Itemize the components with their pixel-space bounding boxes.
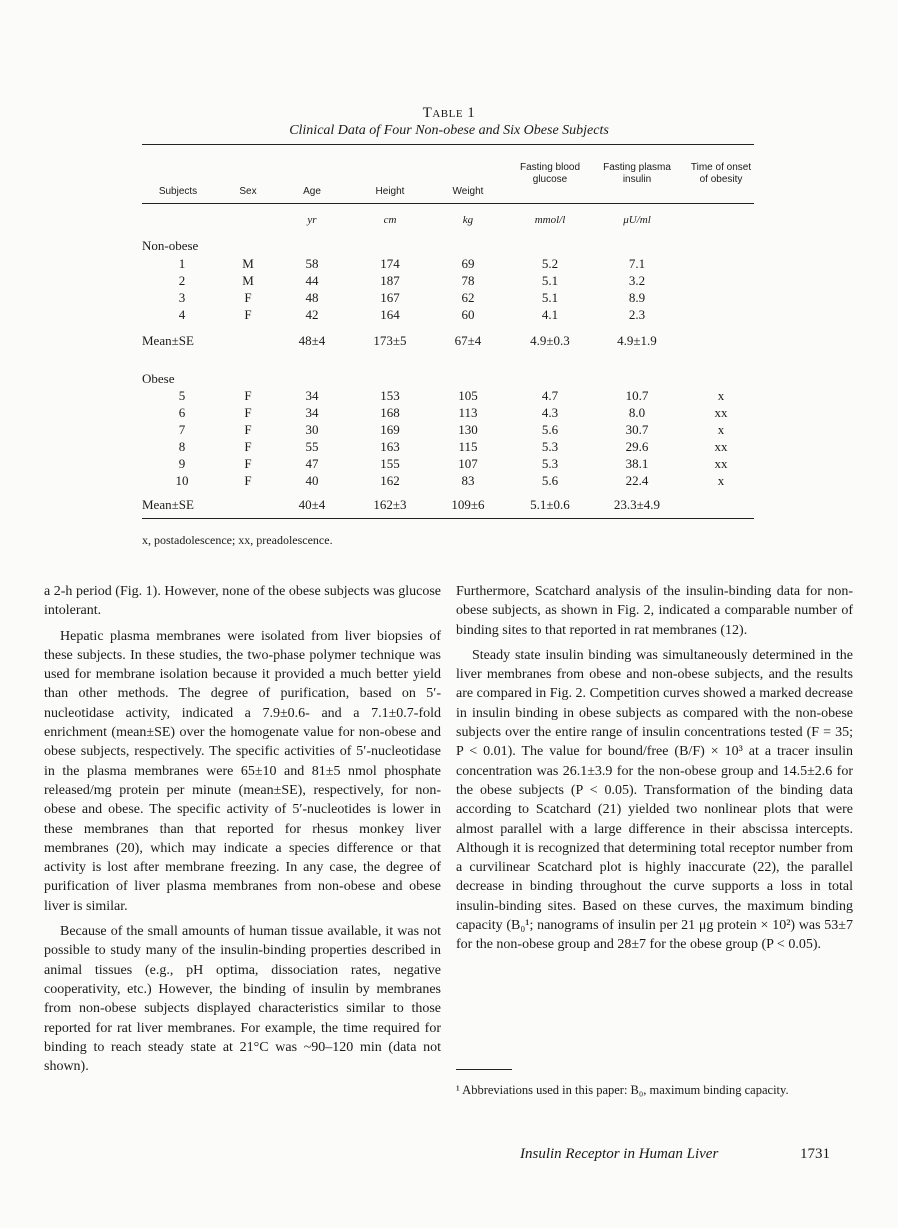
table-cell: 62 — [461, 290, 475, 305]
table-cell: 44 — [305, 273, 319, 288]
table-cell: x — [717, 473, 725, 488]
table-cell: 40 — [305, 473, 319, 488]
table-cell: 168 — [380, 405, 400, 420]
table-cell: 130 — [458, 422, 478, 437]
table-cell: 47 — [305, 456, 319, 471]
table-label: Table 1 — [422, 105, 476, 121]
table-cell: 163 — [380, 439, 400, 454]
table-cell: 83 — [461, 473, 475, 488]
paragraph: a 2-h period (Fig. 1). However, none of the obese subjects was glucose intolerant. — [44, 584, 441, 619]
table-cell: 5.1 — [541, 273, 559, 288]
table-cell: F — [244, 473, 252, 488]
table-cell: 2.3 — [628, 307, 646, 322]
table-cell: 5.3 — [541, 456, 559, 471]
table-cell: 30.7 — [625, 422, 649, 437]
row-label: 4 — [178, 307, 186, 322]
table-cell: 107 — [458, 456, 478, 471]
table-cell: 109±6 — [451, 497, 485, 512]
row-label: 2 — [178, 273, 186, 288]
paragraph: Furthermore, Scatchard analysis of the insulin-binding data for non-obese subjects, as shown in Fig. 2, indicated a comparable number of binding sites to that reported in rat membranes (12). — [456, 584, 853, 638]
table-cell: 164 — [380, 307, 400, 322]
table-caption — [0, 104, 898, 139]
table-cell: 30 — [305, 422, 319, 437]
paragraph: Because of the small amounts of human tissue available, it was not possible to study many of the insulin-binding properties described in animal tissues (e.g., pH optima, dissociation rates, negative cooperativity, etc.) However, the binding of insulin by membranes from non-obese subjects displayed characteristics similar to those reported for rat liver membranes. For example, the time required for binding to reach steady state at 21°C was ~90–120 min (data not shown). — [44, 924, 441, 1075]
table-cell: x — [717, 422, 725, 437]
table-cell: 174 — [380, 256, 400, 271]
row-label: 3 — [178, 290, 186, 305]
table-cell: 153 — [380, 388, 400, 403]
table-cell: 38.1 — [625, 456, 649, 471]
table-cell: 34 — [305, 388, 319, 403]
column-header: Fasting plasma insulin — [603, 162, 671, 185]
table-cell: 155 — [380, 456, 400, 471]
table-cell: 48 — [305, 290, 319, 305]
column-header: Height — [375, 186, 405, 197]
left-text-column — [44, 582, 441, 1082]
table-cell: 23.3±4.9 — [613, 497, 661, 512]
row-label: 1 — [178, 256, 186, 271]
row-label: 8 — [178, 439, 186, 454]
table-cell: 4.9±0.3 — [530, 333, 570, 348]
table-cell: 113 — [458, 405, 478, 420]
table-cell: 4.3 — [541, 405, 559, 420]
table-cell: 5.1±0.6 — [530, 497, 570, 512]
footnote-rule — [456, 1069, 512, 1070]
table-cell: 22.4 — [625, 473, 649, 488]
page-footnote: ¹ Abbreviations used in this paper: B₀, maximum binding capacity. — [456, 1083, 789, 1097]
mean-label: Mean±SE — [142, 497, 194, 512]
table-cell: M — [242, 256, 254, 271]
unit-label: μU/ml — [623, 214, 651, 226]
column-header: Age — [303, 186, 321, 197]
table-cell: 10.7 — [625, 388, 649, 403]
table-cell: 42 — [305, 307, 319, 322]
table-cell: 34 — [305, 405, 319, 420]
table-cell: F — [244, 439, 252, 454]
table-footnote: x, postadolescence; xx, preadolescence. — [142, 533, 333, 547]
right-text-column — [456, 582, 853, 961]
table-cell: 4.1 — [541, 307, 559, 322]
column-header: Sex — [239, 186, 257, 197]
table-cell: 162 — [380, 473, 400, 488]
table-cell: 8.0 — [628, 405, 646, 420]
table-cell: 5.1 — [541, 290, 559, 305]
running-title: Insulin Receptor in Human Liver — [520, 1146, 719, 1162]
table-cell: 162±3 — [373, 497, 407, 512]
table-cell: 69 — [461, 256, 475, 271]
unit-label: yr — [307, 214, 317, 226]
table-cell: 58 — [305, 256, 319, 271]
table-bottom-rule — [142, 518, 754, 519]
table-cell: 3.2 — [628, 273, 646, 288]
column-header: Fasting blood glucose — [519, 162, 581, 185]
column-header: Weight — [452, 186, 484, 197]
row-label: 6 — [178, 405, 186, 420]
unit-label: cm — [383, 214, 397, 226]
table-cell: 5.6 — [541, 473, 559, 488]
table-cell: 40±4 — [298, 497, 326, 512]
table-cell: F — [244, 405, 252, 420]
mean-label: Mean±SE — [142, 333, 194, 348]
table-cell: 8.9 — [628, 290, 646, 305]
table-cell: 187 — [380, 273, 400, 288]
table-cell: xx — [714, 439, 728, 454]
table-cell: 29.6 — [625, 439, 649, 454]
table-cell: M — [242, 273, 254, 288]
table-header-rule — [142, 203, 754, 204]
page-number: 1731 — [800, 1146, 830, 1162]
table-cell: 105 — [458, 388, 478, 403]
table-cell: 78 — [461, 273, 475, 288]
table-cell: 4.9±1.9 — [617, 333, 657, 348]
table-cell: 67±4 — [454, 333, 482, 348]
row-label: 7 — [178, 422, 186, 437]
group-label-non-obese: Non-obese — [142, 238, 199, 253]
table-cell: 4.7 — [541, 388, 559, 403]
row-label: 5 — [178, 388, 186, 403]
table-cell: x — [717, 388, 725, 403]
table-cell: 60 — [461, 307, 475, 322]
table-cell: F — [244, 307, 252, 322]
unit-label: mmol/l — [534, 214, 566, 226]
table-cell: 5.2 — [541, 256, 559, 271]
table-cell: F — [244, 456, 252, 471]
table-cell: 5.3 — [541, 439, 559, 454]
table-cell: F — [244, 388, 252, 403]
table-cell: 7.1 — [628, 256, 646, 271]
column-header: Time of onset of obesity — [690, 162, 752, 185]
table-cell: 167 — [380, 290, 400, 305]
table-cell: F — [244, 290, 252, 305]
row-label: 10 — [175, 473, 189, 488]
table-cell: 169 — [380, 422, 400, 437]
table-cell: 173±5 — [373, 333, 407, 348]
table-cell: xx — [714, 456, 728, 471]
table-top-rule — [142, 144, 754, 145]
table-cell: 115 — [458, 439, 478, 454]
table-cell: F — [244, 422, 252, 437]
table-cell: 48±4 — [298, 333, 326, 348]
group-label-obese: Obese — [142, 371, 175, 386]
unit-label: kg — [462, 214, 474, 226]
paragraph: Hepatic plasma membranes were isolated from liver biopsies of these subjects. In these studies, the two-phase polymer technique was used for membrane isolation because it provided a much better yield than other methods. The degree of purification, based on 5′-nucleotidase activity, indicated a 7.9±0.6- and a 7.1±0.7-fold enrichment (mean±SE) over the homogenate value for non-obese and obese subjects, respectively. The specific activities of 5′-nucleotidase in the plasma membranes were 65±10 and 81±5 nmol phosphate released/mg protein per minute (mean±SE), respectively, for non-obese and obese. The specific activity of 5′-nucleotides is lower in these membranes than that reported for rhesus monkey liver membranes (20), which may indicate a species difference or that activity is lost after membrane freezing. In any case, the degree of purification of liver plasma membranes from non-obese and obese liver is similar. — [44, 628, 441, 914]
table-cell: 5.6 — [541, 422, 559, 437]
paragraph: Steady state insulin binding was simultaneously determined in the liver membranes from obese and non-obese subjects, and the results are compared in Fig. 2. Competition curves showed a marked decrease in insulin binding in obese subjects as compared with the non-obese subjects over the entire range of insulin concentrations tested (F = 35; P < 0.01). The value for bound/free (B/F) × 10³ at a tracer insulin concentration was 26.1±3.9 for the non-obese group and 14.5±2.6 for the obese subjects (P < 0.05). Transformation of the binding data according to Scatchard (21) yielded two nonlinear plots that were almost parallel with a large difference in their abscissa intercepts. Although it is recognized that determining total receptor number from a curvilinear Scatchard plot is highly inaccurate (22), the parallel decrease in binding throughout the curve supports a loss in total insulin-binding sites. Based on these curves, the maximum binding capacity (B₀¹; nanograms of insulin per 21 μg protein × 10²) was 53±7 for the non-obese group and 28±7 for the obese group (P < 0.05). — [456, 647, 853, 953]
row-label: 9 — [178, 456, 186, 471]
table-title: Clinical Data of Four Non-obese and Six Obese Subjects — [289, 123, 609, 138]
table-cell: xx — [714, 405, 728, 420]
column-header: Subjects — [158, 186, 198, 197]
table-cell: 55 — [305, 439, 319, 454]
